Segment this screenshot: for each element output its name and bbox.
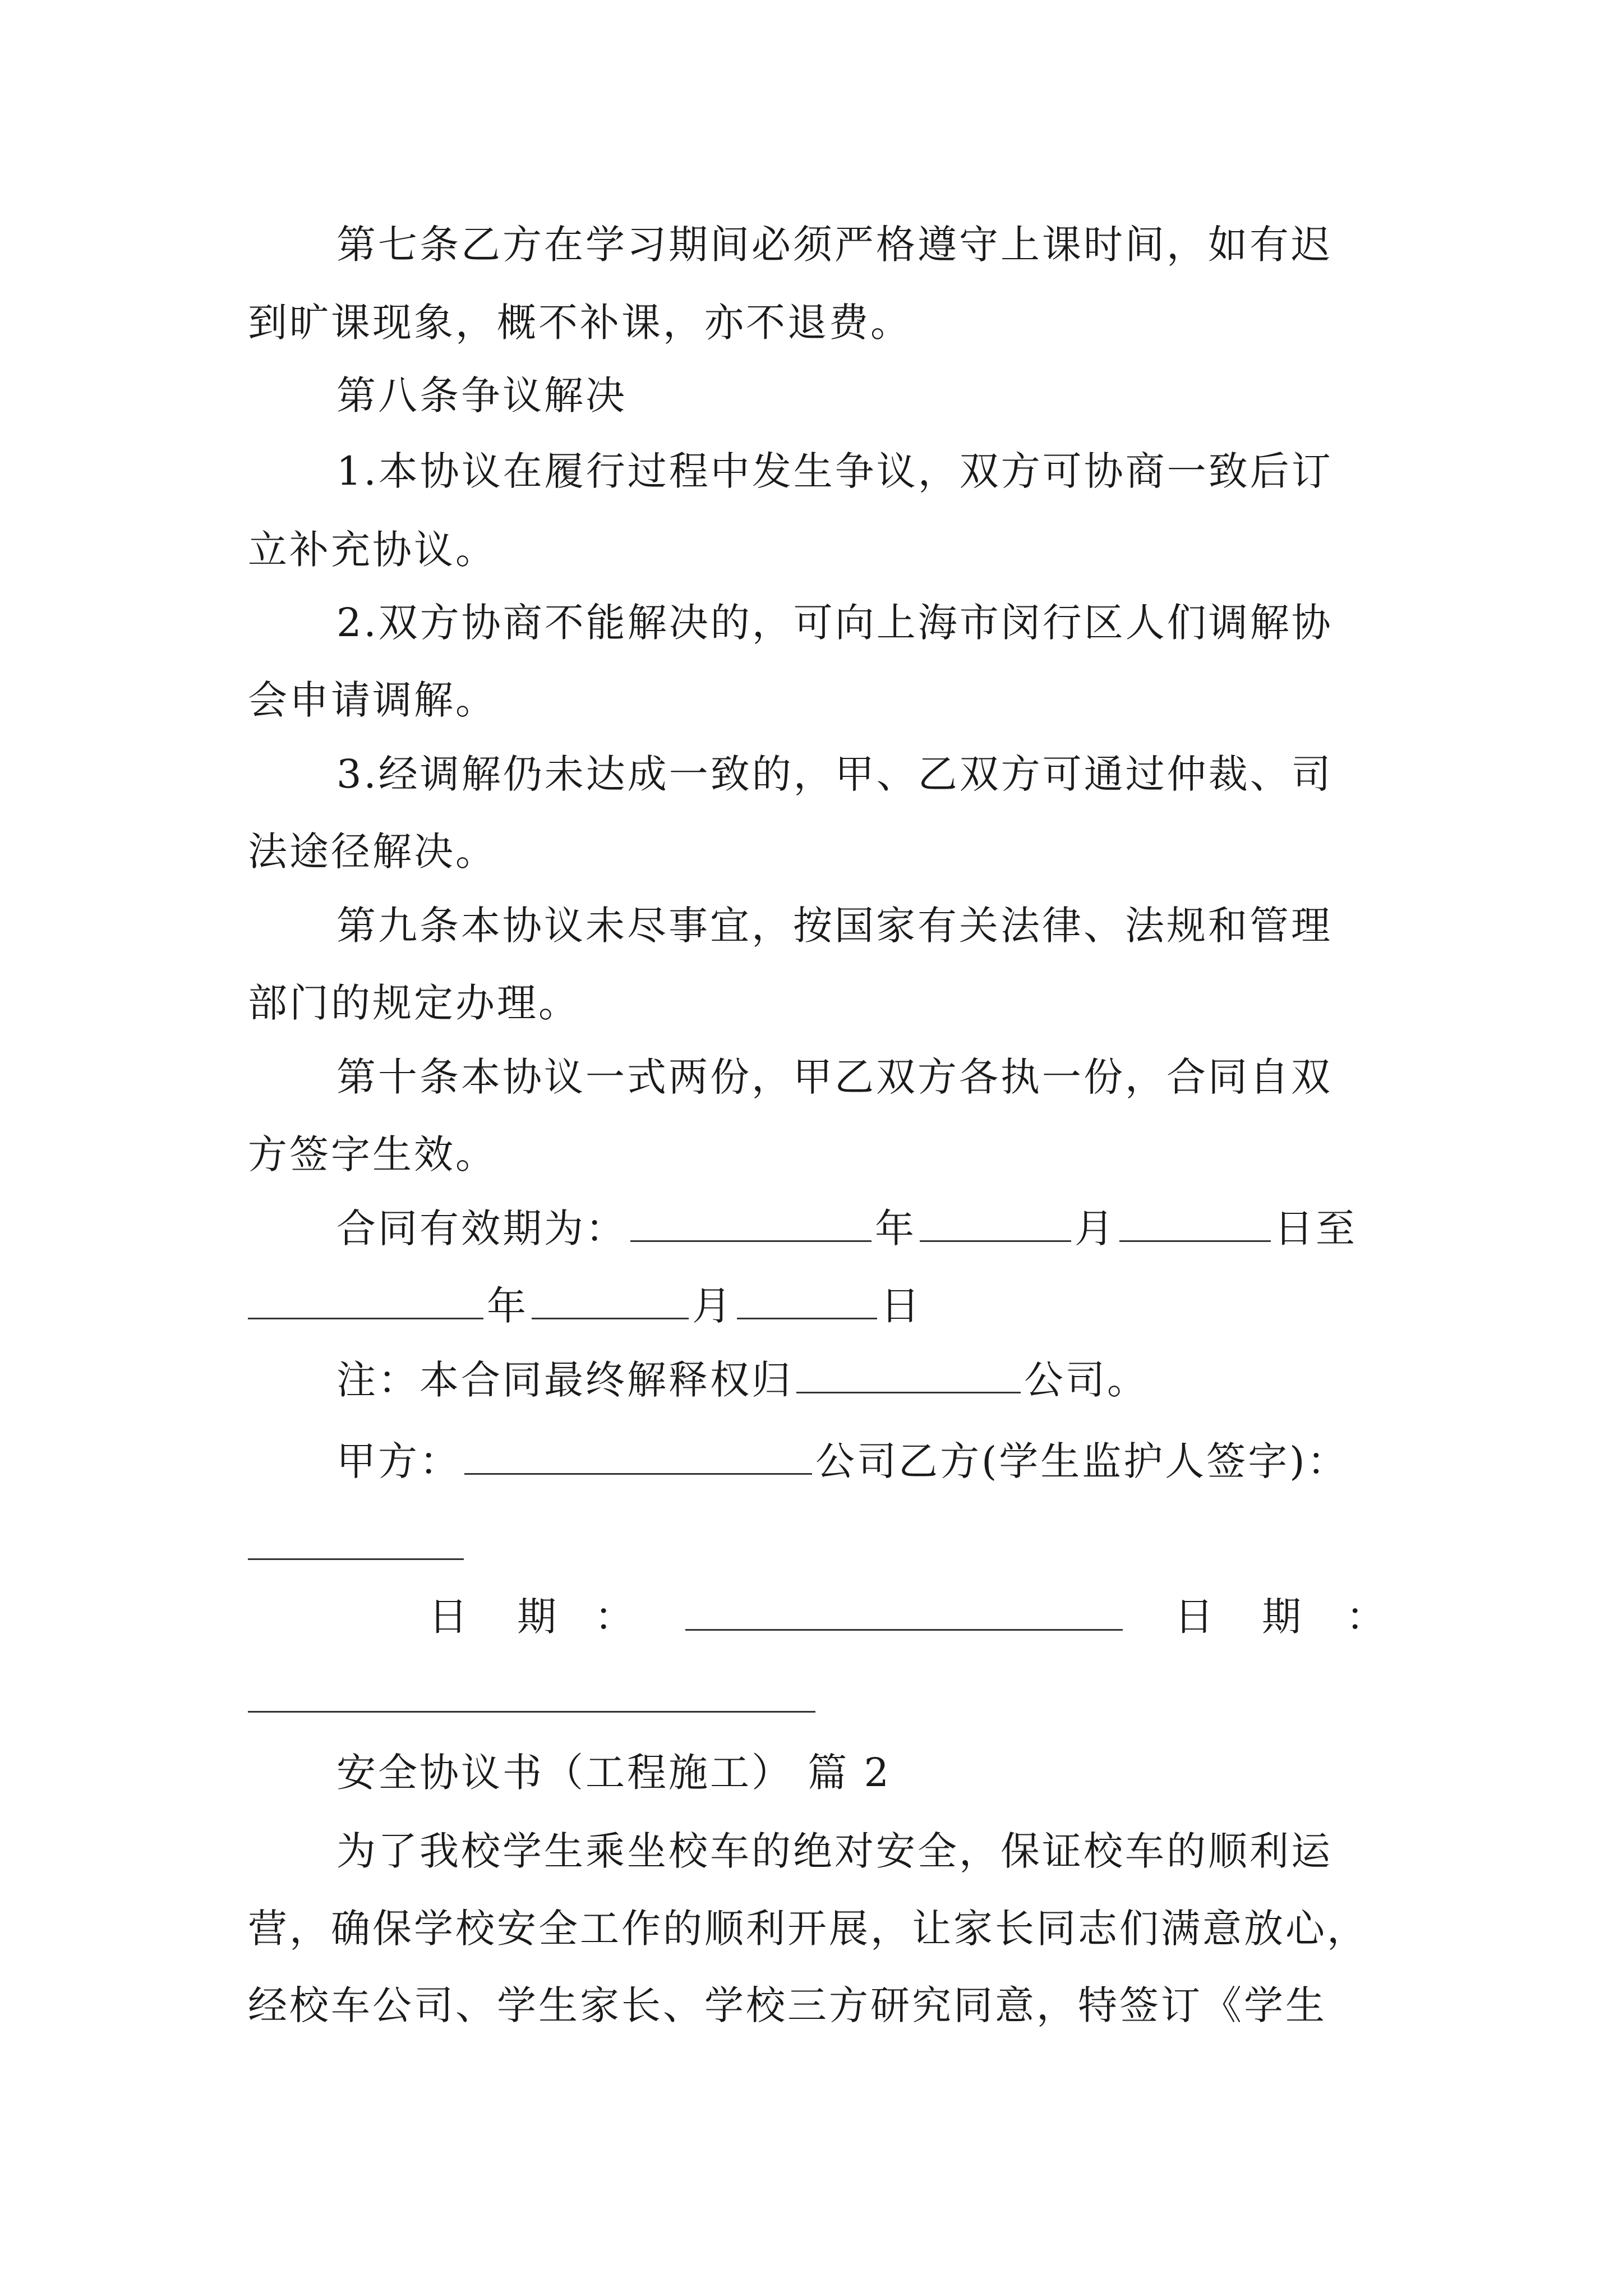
article9-line1: 第九条本协议未尽事宜，按国家有关法律、法规和管理 — [336, 903, 1332, 949]
article7-line2: 到旷课现象，概不补课，亦不退费。 — [248, 300, 912, 346]
date-colon-a: ： — [594, 1594, 634, 1640]
article9-line2: 部门的规定办理。 — [248, 980, 580, 1026]
day-to-label: 日至 — [1274, 1205, 1357, 1251]
date-char2-b: 期 — [1262, 1594, 1301, 1640]
year-label-2: 年 — [487, 1283, 528, 1329]
month-end-blank[interactable] — [532, 1283, 689, 1319]
year-start-blank[interactable] — [630, 1205, 872, 1242]
validity-row2 — [248, 1278, 1392, 1334]
item2-line1: 2.双方协商不能解决的，可向上海市闵行区人们调解协 — [336, 600, 1333, 646]
day-label: 日 — [880, 1283, 922, 1329]
article7-line1: 第七条乙方在学习期间必须严格遵守上课时间，如有迟 — [336, 222, 1332, 268]
article10-line2: 方签字生效。 — [248, 1131, 497, 1177]
intro-line3: 经校车公司、学生家长、学校三方研究同意，特签订《学生 — [248, 1982, 1327, 2028]
date-char2-a: 期 — [517, 1594, 556, 1640]
intro-line1: 为了我校学生乘坐校车的绝对安全，保证校车的顺利运 — [336, 1828, 1332, 1874]
date-a-blank[interactable] — [685, 1629, 1123, 1631]
party-row — [336, 1433, 1481, 1489]
month-start-blank[interactable] — [920, 1205, 1071, 1242]
intro-line2: 营，确保学校安全工作的顺利开展，让家长同志们满意放心， — [248, 1906, 1368, 1952]
date-colon-b: ： — [1346, 1594, 1385, 1640]
item3-line1: 3.经调解仍未达成一致的，甲、乙双方可通过仲裁、司 — [336, 751, 1333, 797]
company-blank[interactable] — [796, 1357, 1021, 1393]
validity-row1 — [336, 1200, 1481, 1257]
note-prefix: 注：本合同最终解释权归 — [336, 1357, 793, 1403]
day-start-blank[interactable] — [1119, 1205, 1271, 1242]
year-end-blank[interactable] — [248, 1283, 483, 1319]
guardian-signature-line[interactable] — [248, 1558, 464, 1560]
month-label-2: 月 — [692, 1283, 734, 1329]
item3-line2: 法途径解决。 — [248, 829, 497, 875]
month-label: 月 — [1075, 1205, 1116, 1251]
section2-title: 安全协议书（工程施工） 篇 2 — [336, 1750, 892, 1796]
note-suffix: 公司。 — [1024, 1357, 1149, 1403]
date-char1-a: 日 — [428, 1594, 468, 1640]
date-row — [248, 1589, 1392, 1645]
note-row — [336, 1352, 1481, 1408]
date-b-signature-line[interactable] — [248, 1711, 815, 1713]
item1-line2: 立补充协议。 — [248, 527, 497, 573]
item1-line1: 1.本协议在履行过程中发生争议，双方可协商一致后订 — [336, 448, 1333, 494]
party-b-label: 公司乙方(学生监护人签字)： — [815, 1438, 1349, 1484]
day-end-blank[interactable] — [737, 1283, 877, 1319]
year-label: 年 — [875, 1205, 916, 1251]
article10-line1: 第十条本协议一式两份，甲乙双方各执一份，合同自双 — [336, 1054, 1332, 1100]
item2-line2: 会申请调解。 — [248, 677, 497, 723]
article8-heading: 第八条争议解决 — [336, 372, 627, 418]
validity-label: 合同有效期为： — [336, 1205, 627, 1251]
party-a-label: 甲方： — [336, 1438, 461, 1484]
party-a-blank[interactable] — [464, 1438, 812, 1475]
date-char1-b: 日 — [1174, 1594, 1214, 1640]
